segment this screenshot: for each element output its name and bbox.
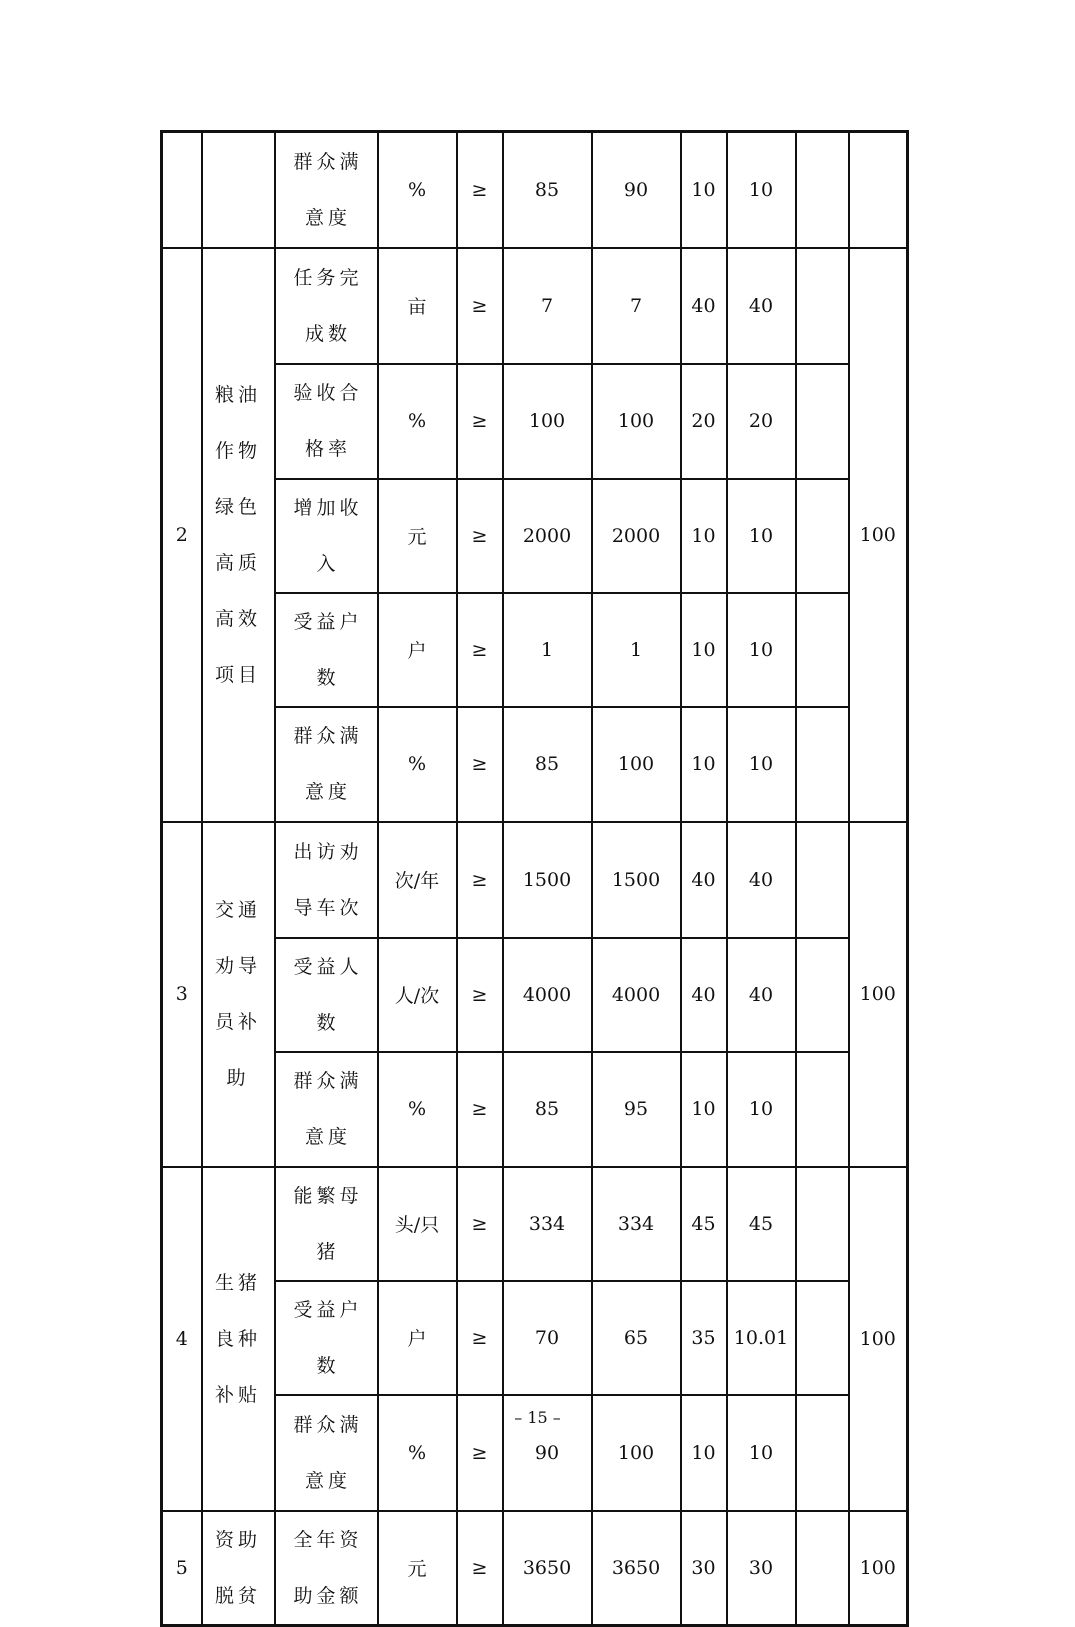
unit-cell: %: [378, 132, 457, 248]
score-cell: 30: [727, 1511, 796, 1626]
total-score-cell: 100: [849, 1167, 908, 1511]
remark-cell: [796, 822, 849, 938]
target-value-cell: 90: [503, 1395, 592, 1511]
project-number-cell: 5: [162, 1511, 202, 1626]
indicator-cell: 群众满意度: [275, 1052, 378, 1167]
operator-cell: ≥: [457, 1052, 503, 1167]
remark-cell: [796, 938, 849, 1052]
table-row: [162, 248, 908, 364]
target-value-cell: 1: [503, 593, 592, 707]
remark-cell: [796, 707, 849, 822]
target-value-cell: 85: [503, 1052, 592, 1167]
weight-cell: 10: [681, 132, 727, 248]
table-row: [162, 132, 908, 248]
unit-cell: %: [378, 707, 457, 822]
page-number: – 15 –: [514, 1408, 561, 1427]
indicator-cell: 增加收入: [275, 479, 378, 593]
unit-cell: 户: [378, 593, 457, 707]
table-row: [162, 1511, 908, 1626]
indicator-cell: 出访劝导车次: [275, 822, 378, 938]
score-cell: 40: [727, 938, 796, 1052]
weight-cell: 10: [681, 593, 727, 707]
indicator-cell: 任务完成数: [275, 248, 378, 364]
score-cell: 10: [727, 1052, 796, 1167]
target-value-cell: 3650: [503, 1511, 592, 1626]
remark-cell: [796, 479, 849, 593]
remark-cell: [796, 132, 849, 248]
project-name-cell: 交通劝导员补助: [202, 822, 275, 1167]
actual-value-cell: 65: [592, 1281, 681, 1395]
weight-cell: 45: [681, 1167, 727, 1281]
indicator-cell: 能繁母猪: [275, 1167, 378, 1281]
unit-cell: 人/次: [378, 938, 457, 1052]
score-cell: 20: [727, 364, 796, 479]
actual-value-cell: 100: [592, 707, 681, 822]
project-name-cell: 生猪良种补贴: [202, 1167, 275, 1511]
score-cell: 10: [727, 132, 796, 248]
table-row: [162, 822, 908, 938]
score-cell: 10: [727, 479, 796, 593]
project-number-cell: 4: [162, 1167, 202, 1511]
weight-cell: 40: [681, 938, 727, 1052]
indicator-cell: 受益户数: [275, 593, 378, 707]
weight-cell: 10: [681, 479, 727, 593]
remark-cell: [796, 593, 849, 707]
actual-value-cell: 1500: [592, 822, 681, 938]
actual-value-cell: 95: [592, 1052, 681, 1167]
weight-cell: 10: [681, 1395, 727, 1511]
indicator-cell: 群众满意度: [275, 707, 378, 822]
remark-cell: [796, 248, 849, 364]
unit-cell: %: [378, 1395, 457, 1511]
unit-cell: 户: [378, 1281, 457, 1395]
operator-cell: ≥: [457, 822, 503, 938]
remark-cell: [796, 1511, 849, 1626]
project-name-cell: 资助脱贫: [202, 1511, 275, 1626]
unit-cell: 次/年: [378, 822, 457, 938]
remark-cell: [796, 1281, 849, 1395]
operator-cell: ≥: [457, 1167, 503, 1281]
score-cell: 10: [727, 707, 796, 822]
target-value-cell: 334: [503, 1167, 592, 1281]
operator-cell: ≥: [457, 132, 503, 248]
target-value-cell: 7: [503, 248, 592, 364]
project-number-cell: 2: [162, 248, 202, 822]
target-value-cell: 4000: [503, 938, 592, 1052]
operator-cell: ≥: [457, 479, 503, 593]
actual-value-cell: 100: [592, 364, 681, 479]
unit-cell: 亩: [378, 248, 457, 364]
indicator-cell: 群众满意度: [275, 1395, 378, 1511]
target-value-cell: 70: [503, 1281, 592, 1395]
weight-cell: 35: [681, 1281, 727, 1395]
indicator-cell: 全年资助金额: [275, 1511, 378, 1626]
target-value-cell: 2000: [503, 479, 592, 593]
operator-cell: ≥: [457, 1511, 503, 1626]
weight-cell: 30: [681, 1511, 727, 1626]
remark-cell: [796, 1052, 849, 1167]
indicator-cell: 受益户数: [275, 1281, 378, 1395]
actual-value-cell: 3650: [592, 1511, 681, 1626]
target-value-cell: 85: [503, 132, 592, 248]
remark-cell: [796, 364, 849, 479]
target-value-cell: 100: [503, 364, 592, 479]
unit-cell: 头/只: [378, 1167, 457, 1281]
project-name-cell: 粮油作物绿色高质高效项目: [202, 248, 275, 822]
target-value-cell: 85: [503, 707, 592, 822]
target-value-cell: 1500: [503, 822, 592, 938]
score-cell: 40: [727, 248, 796, 364]
actual-value-cell: 7: [592, 248, 681, 364]
unit-cell: 元: [378, 1511, 457, 1626]
performance-table: [160, 130, 909, 1627]
score-cell: 10: [727, 1395, 796, 1511]
table-row: [162, 1167, 908, 1281]
project-name-cell: [202, 132, 275, 248]
actual-value-cell: 2000: [592, 479, 681, 593]
actual-value-cell: 4000: [592, 938, 681, 1052]
weight-cell: 10: [681, 707, 727, 822]
score-cell: 10.01: [727, 1281, 796, 1395]
operator-cell: ≥: [457, 1395, 503, 1511]
project-number-cell: 3: [162, 822, 202, 1167]
unit-cell: %: [378, 1052, 457, 1167]
total-score-cell: 100: [849, 1511, 908, 1626]
actual-value-cell: 90: [592, 132, 681, 248]
weight-cell: 20: [681, 364, 727, 479]
score-cell: 10: [727, 593, 796, 707]
operator-cell: ≥: [457, 364, 503, 479]
score-cell: 45: [727, 1167, 796, 1281]
actual-value-cell: 100: [592, 1395, 681, 1511]
indicator-cell: 验收合格率: [275, 364, 378, 479]
operator-cell: ≥: [457, 938, 503, 1052]
total-score-cell: 100: [849, 248, 908, 822]
total-score-cell: [849, 132, 908, 248]
weight-cell: 10: [681, 1052, 727, 1167]
weight-cell: 40: [681, 822, 727, 938]
project-number-cell: [162, 132, 202, 248]
actual-value-cell: 1: [592, 593, 681, 707]
unit-cell: 元: [378, 479, 457, 593]
actual-value-cell: 334: [592, 1167, 681, 1281]
operator-cell: ≥: [457, 707, 503, 822]
operator-cell: ≥: [457, 593, 503, 707]
weight-cell: 40: [681, 248, 727, 364]
operator-cell: ≥: [457, 1281, 503, 1395]
score-cell: 40: [727, 822, 796, 938]
total-score-cell: 100: [849, 822, 908, 1167]
unit-cell: %: [378, 364, 457, 479]
indicator-cell: 群众满意度: [275, 132, 378, 248]
operator-cell: ≥: [457, 248, 503, 364]
remark-cell: [796, 1167, 849, 1281]
indicator-cell: 受益人数: [275, 938, 378, 1052]
